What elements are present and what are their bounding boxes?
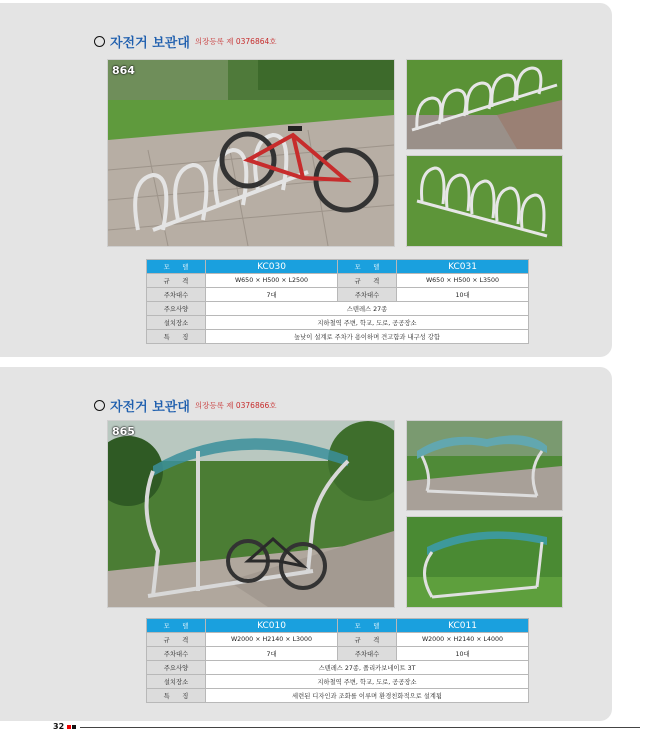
size-value: W2000 × H2140 × L4000 — [397, 633, 529, 647]
feature-value: 세련된 디자인과 조화를 이루며 환경친화적으로 설계됨 — [206, 689, 529, 703]
model-label: 모 델 — [338, 260, 397, 274]
location-label: 설치장소 — [147, 316, 206, 330]
capacity-value: 10대 — [397, 647, 529, 661]
model-value: KC031 — [397, 260, 529, 274]
size-label: 규 격 — [338, 633, 397, 647]
circle-bullet-icon — [94, 36, 105, 47]
circle-bullet-icon — [94, 400, 105, 411]
location-value: 지하철역 주변, 학교, 도로, 공공장소 — [206, 675, 529, 689]
capacity-value: 10대 — [397, 288, 529, 302]
model-value: KC011 — [397, 619, 529, 633]
capacity-label: 주차대수 — [338, 288, 397, 302]
feature-label: 특 징 — [147, 330, 206, 344]
location-label: 설치장소 — [147, 675, 206, 689]
side-product-photo-bottom — [406, 155, 563, 247]
page-number: 32 — [53, 722, 65, 731]
side-product-photo-bottom — [406, 516, 563, 608]
capacity-value: 7대 — [206, 288, 338, 302]
capacity-value: 7대 — [206, 647, 338, 661]
material-label: 주요사양 — [147, 661, 206, 675]
footer-divider — [80, 727, 640, 728]
location-value: 지하철역 주변, 학교, 도로, 공공장소 — [206, 316, 529, 330]
material-value: 스텐레스 27종, 폴리카보네이트 3T — [206, 661, 529, 675]
size-value: W650 × H500 × L3500 — [397, 274, 529, 288]
photo-number: 864 — [112, 64, 135, 77]
side-product-photo-top — [406, 59, 563, 150]
spec-table — [146, 618, 529, 703]
model-value: KC030 — [206, 260, 338, 274]
feature-value: 높낮이 설계로 주차가 용이하며 견고함과 내구성 강함 — [206, 330, 529, 344]
model-value: KC010 — [206, 619, 338, 633]
main-product-photo — [107, 59, 395, 247]
feature-label: 특 징 — [147, 689, 206, 703]
material-value: 스텐레스 27종 — [206, 302, 529, 316]
section-title: 자전거 보관대 — [110, 36, 190, 51]
model-label: 모 델 — [147, 260, 206, 274]
section-heading — [94, 32, 277, 51]
size-value: W650 × H500 × L2500 — [206, 274, 338, 288]
side-product-photo-top — [406, 420, 563, 511]
product-panel-bike-shelter — [0, 367, 612, 721]
size-label: 규 격 — [147, 274, 206, 288]
size-value: W2000 × H2140 × L3000 — [206, 633, 338, 647]
section-heading — [94, 396, 277, 415]
main-product-photo — [107, 420, 395, 608]
size-label: 규 격 — [147, 633, 206, 647]
size-label: 규 격 — [338, 274, 397, 288]
registration-number: 의장등록 제 0376864호 — [194, 37, 277, 46]
product-panel-bike-rack — [0, 3, 612, 357]
page-footer — [0, 720, 655, 736]
red-square-icon — [67, 725, 71, 729]
registration-number: 의장등록 제 0376866호 — [194, 401, 277, 410]
black-square-icon — [72, 725, 76, 729]
section-title: 자전거 보관대 — [110, 400, 190, 415]
capacity-label: 주차대수 — [147, 647, 206, 661]
capacity-label: 주차대수 — [338, 647, 397, 661]
spec-table — [146, 259, 529, 344]
capacity-label: 주차대수 — [147, 288, 206, 302]
model-label: 모 델 — [147, 619, 206, 633]
material-label: 주요사양 — [147, 302, 206, 316]
model-label: 모 델 — [338, 619, 397, 633]
photo-number: 865 — [112, 425, 135, 438]
